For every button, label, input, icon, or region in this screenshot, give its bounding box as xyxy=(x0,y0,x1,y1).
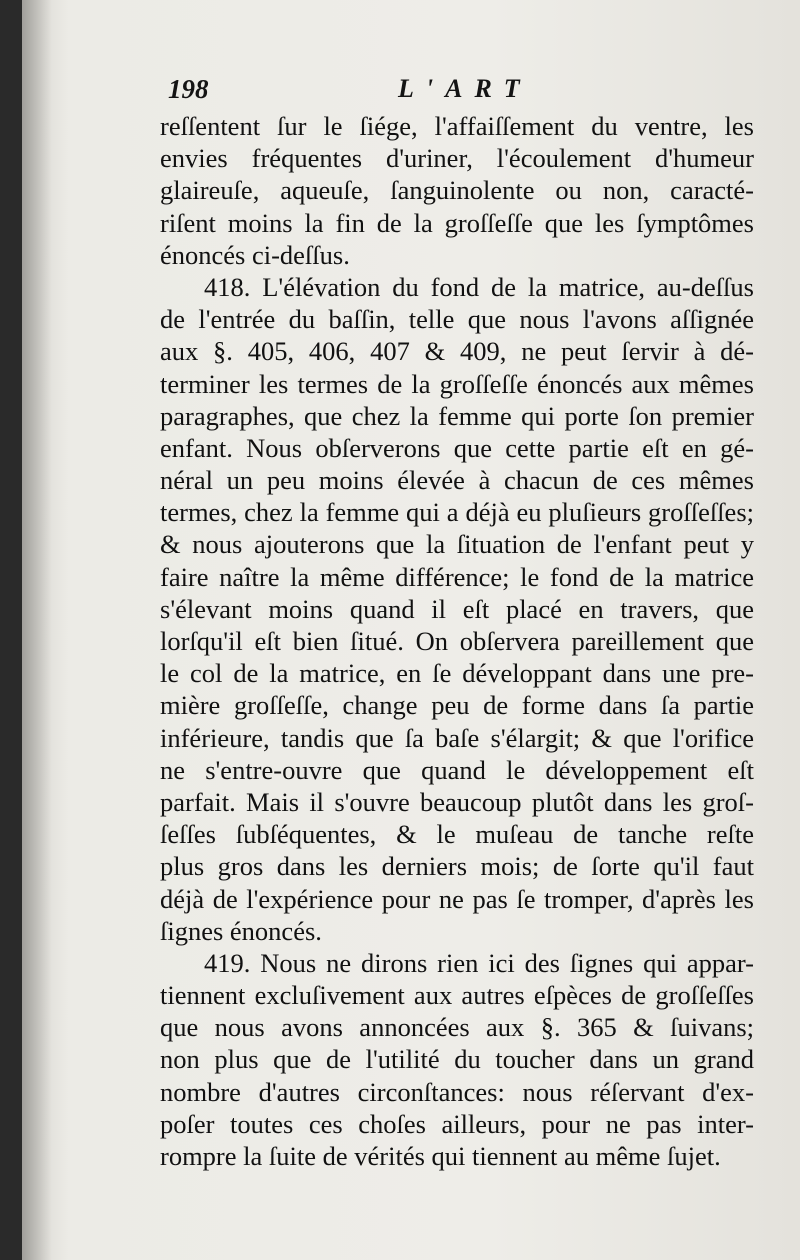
paragraph-419-start: 419. Nous ne dirons rien ici des ſignes qui appar- xyxy=(204,947,754,978)
text-line: inférieure, tandis que ſa baſe s'élargit; & que l'orifice xyxy=(160,722,754,753)
text-line: glaireuſe, aqueuſe, ſanguinolente ou non, caracté- xyxy=(160,175,754,206)
text-line: non plus que de l'utilité du toucher dans un grand xyxy=(160,1044,754,1075)
text-line: faire naître la même différence; le fond de la matrice xyxy=(160,561,754,592)
text-line: poſer toutes ces choſes ailleurs, pour ne pas inter- xyxy=(160,1108,754,1139)
text-line: le col de la matrice, en ſe développant dans une pre- xyxy=(160,658,754,689)
text-line: termes, chez la femme qui a déjà eu pluſieurs groſſeſſes; xyxy=(160,497,754,528)
running-head xyxy=(168,74,728,114)
text-line: plus gros dans les derniers mois; de ſorte qu'il faut xyxy=(160,851,754,882)
paragraph-418-start: 418. L'élévation du fond de la matrice, au-deſſus xyxy=(204,271,754,302)
text-line: rompre la ſuite de vérités qui tiennent au même ſujet. xyxy=(160,1141,721,1171)
binding-shadow xyxy=(22,0,52,1260)
body-text xyxy=(160,110,754,1172)
text-line: terminer les termes de la groſſeſſe énoncés aux mêmes xyxy=(160,368,754,399)
text-line: envies fréquentes d'uriner, l'écoulement d'humeur xyxy=(160,143,754,174)
text-line: aux §. 405, 406, 407 & 409, ne peut ſervir à dé- xyxy=(160,336,754,367)
text-line: reſſentent ſur le ſiége, l'affaiſſement du ventre, les xyxy=(160,111,754,141)
text-line: déjà de l'expérience pour ne pas ſe tromper, d'après les xyxy=(160,883,754,914)
text-line: mière groſſeſſe, change peu de forme dans ſa partie xyxy=(160,690,754,721)
text-line: nombre d'autres circonſtances: nous réſervant d'ex- xyxy=(160,1076,754,1107)
page-number: 198 xyxy=(168,74,209,104)
text-line: ne s'entre-ouvre que quand le développement eſt xyxy=(160,754,754,785)
text-line: enfant. Nous obſerverons que cette partie eſt en gé- xyxy=(160,432,754,463)
book-page xyxy=(22,0,800,1260)
text-line: parfait. Mais il s'ouvre beaucoup plutôt dans les groſ- xyxy=(160,786,754,817)
text-line: paragraphes, que chez la femme qui porte ſon premier xyxy=(160,400,754,431)
text-line: néral un peu moins élevée à chacun de ces mêmes xyxy=(160,465,754,496)
running-title: L'ART xyxy=(398,74,532,103)
text-line: ſeſſes ſubſéquentes, & le muſeau de tanche reſte xyxy=(160,819,754,850)
text-line: s'élevant moins quand il eſt placé en travers, que xyxy=(160,593,754,624)
text-line: lorſqu'il eſt bien ſitué. On obſervera pareillement que xyxy=(160,626,754,656)
text-line: & nous ajouterons que la ſituation de l'enfant peut y xyxy=(160,529,754,560)
text-line: riſent moins la fin de la groſſeſſe que les ſymptômes xyxy=(160,207,754,238)
text-line: ſignes énoncés. xyxy=(160,915,322,946)
text-line: que nous avons annoncées aux §. 365 & ſuivans; xyxy=(160,1012,754,1043)
text-line: énoncés ci-deſſus. xyxy=(160,239,350,270)
text-line: de l'entrée du baſſin, telle que nous l'avons aſſignée xyxy=(160,304,754,335)
text-line: tiennent excluſivement aux autres eſpèces de groſſeſſes xyxy=(160,980,754,1011)
